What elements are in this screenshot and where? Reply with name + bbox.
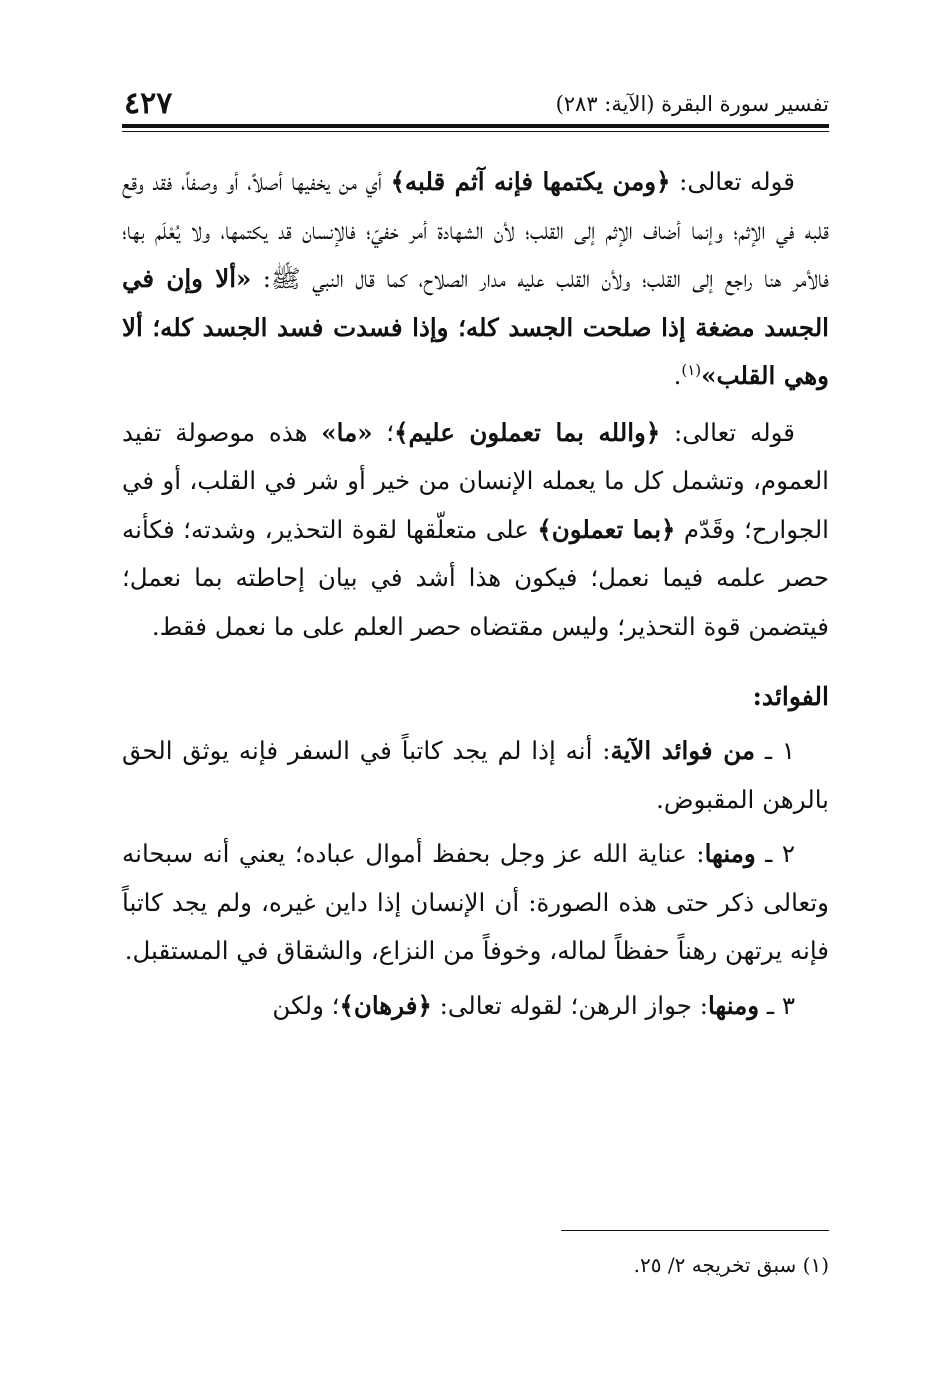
benefit-item (122, 727, 829, 824)
text-run: : أنه إذا لم يجد كاتباً في السفر فإنه يوثق الحق بالرهن المقبوض. (122, 736, 829, 814)
text-run: : عناية الله عز وجل بحفظ أموال عباده؛ يعني أنه سبحانه وتعالى ذكر حتى هذه الصورة: أن الإنسان إذا داين غيره، ولم يجد كاتباً فإنه يرتهن رهناً حفظاً لماله، وخوفاً من النزاع، والشقاق في المستقبل. (122, 839, 829, 965)
page-header (122, 88, 829, 122)
emphasized-text: ﴿فرهان﴾ (339, 990, 432, 1020)
emphasized-text: «ما» (321, 417, 373, 447)
running-title: تفسير سورة البقرة (الآية: ٢٨٣) (555, 92, 829, 116)
page-number: ٤٢٧ (124, 86, 173, 121)
benefit-item (122, 982, 829, 1031)
text-run: قوله تعالى: (670, 167, 795, 196)
emphasized-text: ﴿والله بما تعملون عليم﴾ (394, 417, 661, 447)
text-run: ١ ـ (754, 736, 795, 765)
emphasized-text: من فوائد الآية (610, 736, 755, 765)
text-run: على متعلّقها لقوة التحذير، وشدته؛ فكأنه حصر علمه فيما نعمل؛ فيكون هذا أشد في بيان إحاطته بما نعمل؛ فيتضمن قوة التحذير؛ وليس مقتضاه حصر العلم على ما نعمل فقط. (122, 514, 829, 641)
text-run: ؛ (372, 417, 395, 447)
header-rule-thick (122, 124, 829, 128)
footnote-separator (561, 1230, 829, 1231)
emphasized-text: ومنها (707, 990, 760, 1020)
page-body (122, 158, 829, 1030)
emphasized-text: ﴿ومن يكتمها فإنه آثم قلبه﴾ (390, 167, 671, 196)
body-paragraph (122, 158, 829, 401)
text-run: ؛ ولكن (272, 990, 340, 1020)
text-run: هذه موصولة تفيد العموم، وتشمل كل ما يعمله الإنسان من خير أو شر في القلب، أو في الجوارح؛ وقَدّم (122, 417, 829, 544)
header-rule-thin (122, 131, 829, 132)
footnote-ref: (١) (681, 360, 702, 379)
emphasized-text: «ألا وإن في الجسد مضغة إذا صلحت الجسد كله؛ وإذا فسدت فسد الجسد كله؛ ألا وهي القلب» (122, 264, 829, 390)
body-paragraph (122, 409, 829, 652)
text-run: ٢ ـ (755, 839, 795, 868)
text-run: قوله تعالى: (660, 417, 795, 447)
footnote: (١) سبق تخريجه ٢/ ٢٥. (633, 1253, 829, 1277)
text-run: ٣ ـ (759, 990, 795, 1020)
text-run: أي من يخفيها أصلاً، أو وصفاً، فقد وقع قلبه في الإثم؛ وإنما أضاف الإثم إلى القلب؛ لأن الشهادة أمر خفيّ؛ فالإنسان قد يكتمها، ولا يُعْلَم بها؛ فالأمر هنا راجع إلى القلب؛ ولأن القلب عليه مدار الصلاح، كما قال النبي ﷺ: (122, 167, 829, 293)
text-run: . (673, 361, 682, 390)
emphasized-text: ﴿بما تعملون﴾ (537, 514, 676, 544)
benefit-item (122, 830, 829, 976)
text-run: : جواز الرهن؛ لقوله تعالى: (431, 990, 708, 1020)
emphasized-text: ومنها (704, 839, 756, 868)
section-heading: الفوائد: (752, 682, 829, 711)
